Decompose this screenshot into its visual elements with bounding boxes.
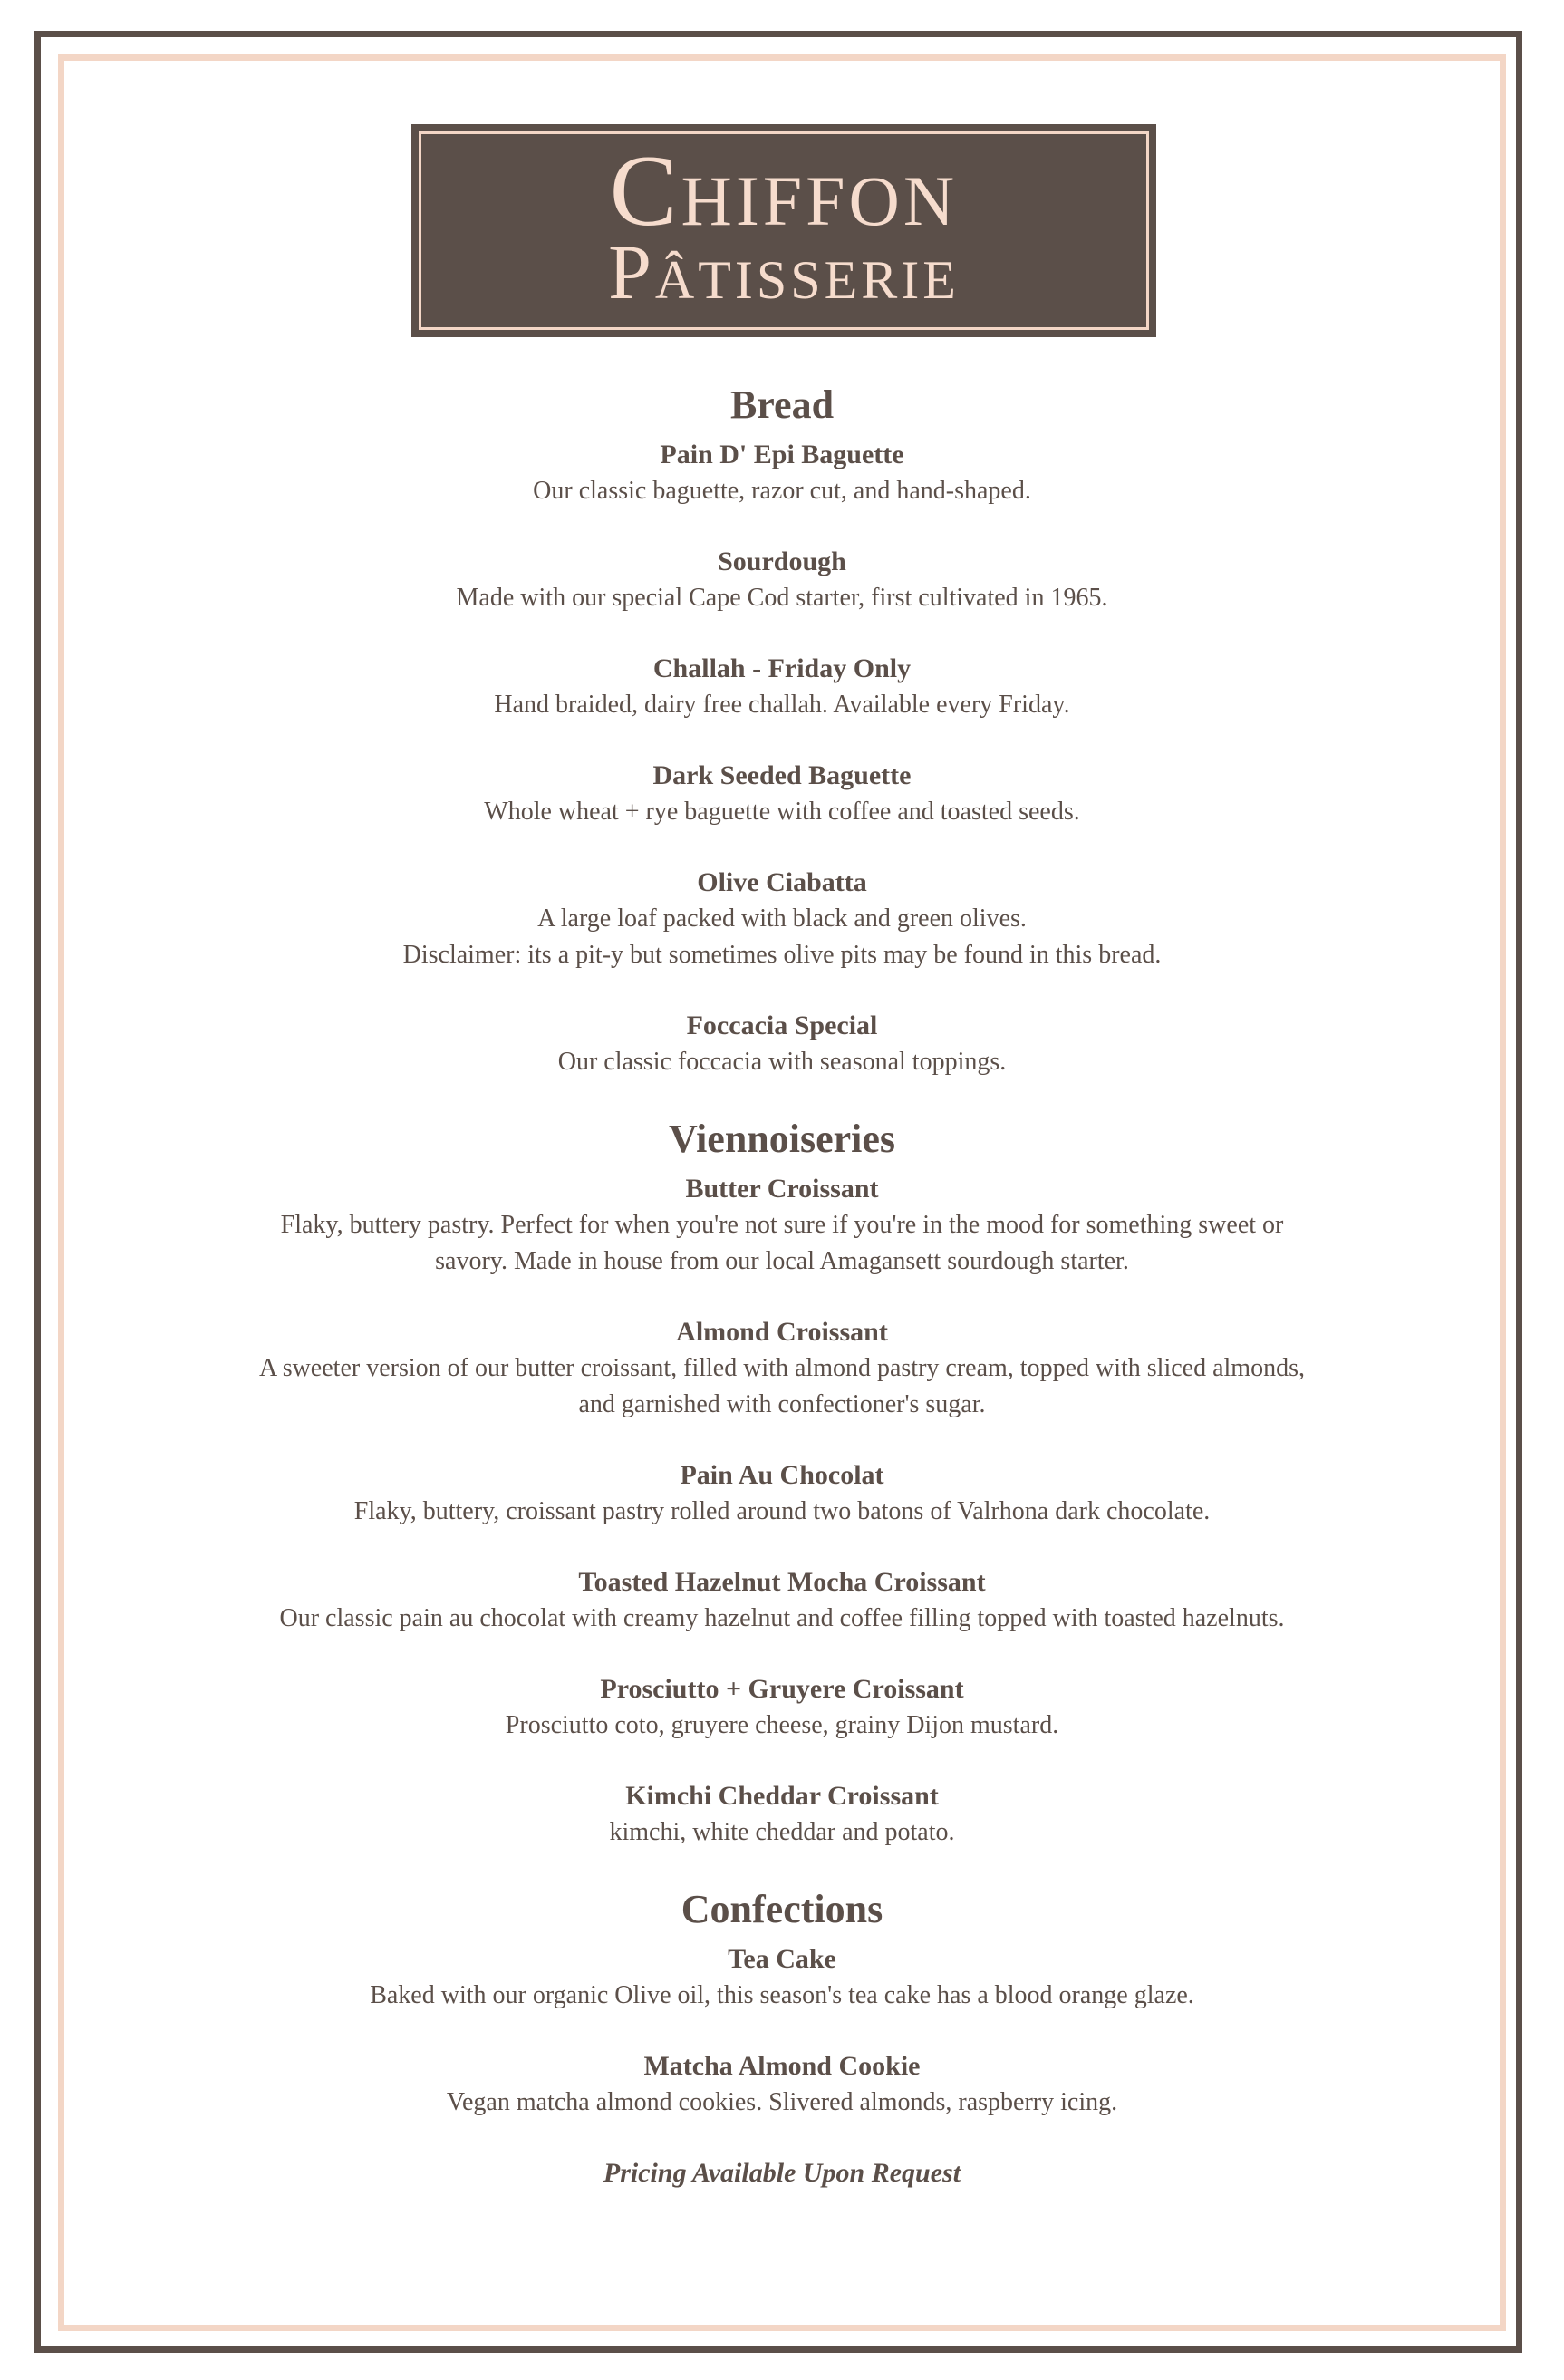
item-description: Flaky, buttery pastry. Perfect for when you're not sure if you're in the mood for something sweet or savory. Made in house from our local Amagansett sourdough starter.: [280, 1211, 1284, 1275]
item-description: kimchi, white cheddar and potato.: [609, 1818, 955, 1846]
item-description: Our classic foccacia with seasonal toppings.: [557, 1048, 1007, 1076]
item-name: Butter Croissant: [685, 1174, 879, 1204]
item-description: Vegan matcha almond cookies. Slivered almonds, raspberry icing.: [446, 2088, 1118, 2116]
pricing-note: Pricing Available Upon Request: [603, 2158, 961, 2188]
menu-item: [91, 865, 1473, 973]
item-description: Our classic pain au chocolat with creamy hazelnut and coffee filling topped with toasted hazelnuts.: [279, 1604, 1285, 1632]
menu-item: [91, 437, 1473, 509]
item-description: Made with our special Cape Cod starter, first cultivated in 1965.: [456, 584, 1108, 612]
item-description: Our classic baguette, razor cut, and hand-shaped.: [533, 477, 1031, 505]
section-bread: [91, 381, 1473, 1080]
item-name: Olive Ciabatta: [697, 867, 867, 897]
item-name: Sourdough: [718, 547, 846, 576]
item-name: Matcha Almond Cookie: [643, 2051, 921, 2081]
section-viennoiseries: [91, 1115, 1473, 1851]
item-description: Prosciutto coto, gruyere cheese, grainy Dijon mustard.: [505, 1711, 1059, 1739]
section-title: Confections: [681, 1887, 883, 1931]
menu-item: [91, 1778, 1473, 1851]
item-name: Almond Croissant: [676, 1317, 888, 1347]
item-description: A sweeter version of our butter croissant, filled with almond pastry cream, topped with sliced almonds, and garnished with confectioner's sugar.: [259, 1354, 1305, 1418]
menu-content: [91, 381, 1473, 2191]
item-name: Prosciutto + Gruyere Croissant: [600, 1674, 964, 1704]
logo: [411, 124, 1156, 337]
section-confections: [91, 1885, 1473, 2121]
section-title: Bread: [729, 382, 835, 427]
menu-item: [91, 758, 1473, 830]
menu-item: [91, 1171, 1473, 1280]
menu-item: [91, 1314, 1473, 1423]
menu-item: [91, 2048, 1473, 2121]
item-name: Foccacia Special: [686, 1011, 878, 1040]
item-description: Whole wheat + rye baguette with coffee and toasted seeds.: [484, 798, 1080, 826]
item-name: Tea Cake: [728, 1944, 836, 1974]
logo-line1: Chiffon: [609, 135, 959, 247]
item-name: Dark Seeded Baguette: [652, 760, 912, 790]
menu-item: [91, 1457, 1473, 1530]
item-description: Flaky, buttery, croissant pastry rolled around two batons of Valrhona dark chocolate.: [353, 1497, 1211, 1525]
item-name: Pain Au Chocolat: [680, 1460, 884, 1490]
item-name: Challah - Friday Only: [652, 653, 912, 683]
menu-item: [91, 1941, 1473, 2014]
item-description: Hand braided, dairy free challah. Available every Friday.: [494, 691, 1070, 719]
item-name: Kimchi Cheddar Croissant: [625, 1781, 939, 1811]
item-name: Pain D' Epi Baguette: [660, 440, 904, 469]
menu-item: [91, 1671, 1473, 1744]
item-name: Toasted Hazelnut Mocha Croissant: [578, 1567, 986, 1597]
item-description: A large loaf packed with black and green olives. Disclaimer: its a pit-y but sometimes olive pits may be found in this bread.: [402, 905, 1162, 969]
menu-item: [91, 1008, 1473, 1080]
menu-item: [91, 544, 1473, 616]
menu-item: [91, 1564, 1473, 1637]
menu-item: [91, 651, 1473, 723]
logo-line2: Pâtisserie: [608, 228, 960, 315]
section-title: Viennoiseries: [668, 1117, 896, 1161]
item-description: Baked with our organic Olive oil, this season's tea cake has a blood orange glaze.: [370, 1981, 1194, 2009]
